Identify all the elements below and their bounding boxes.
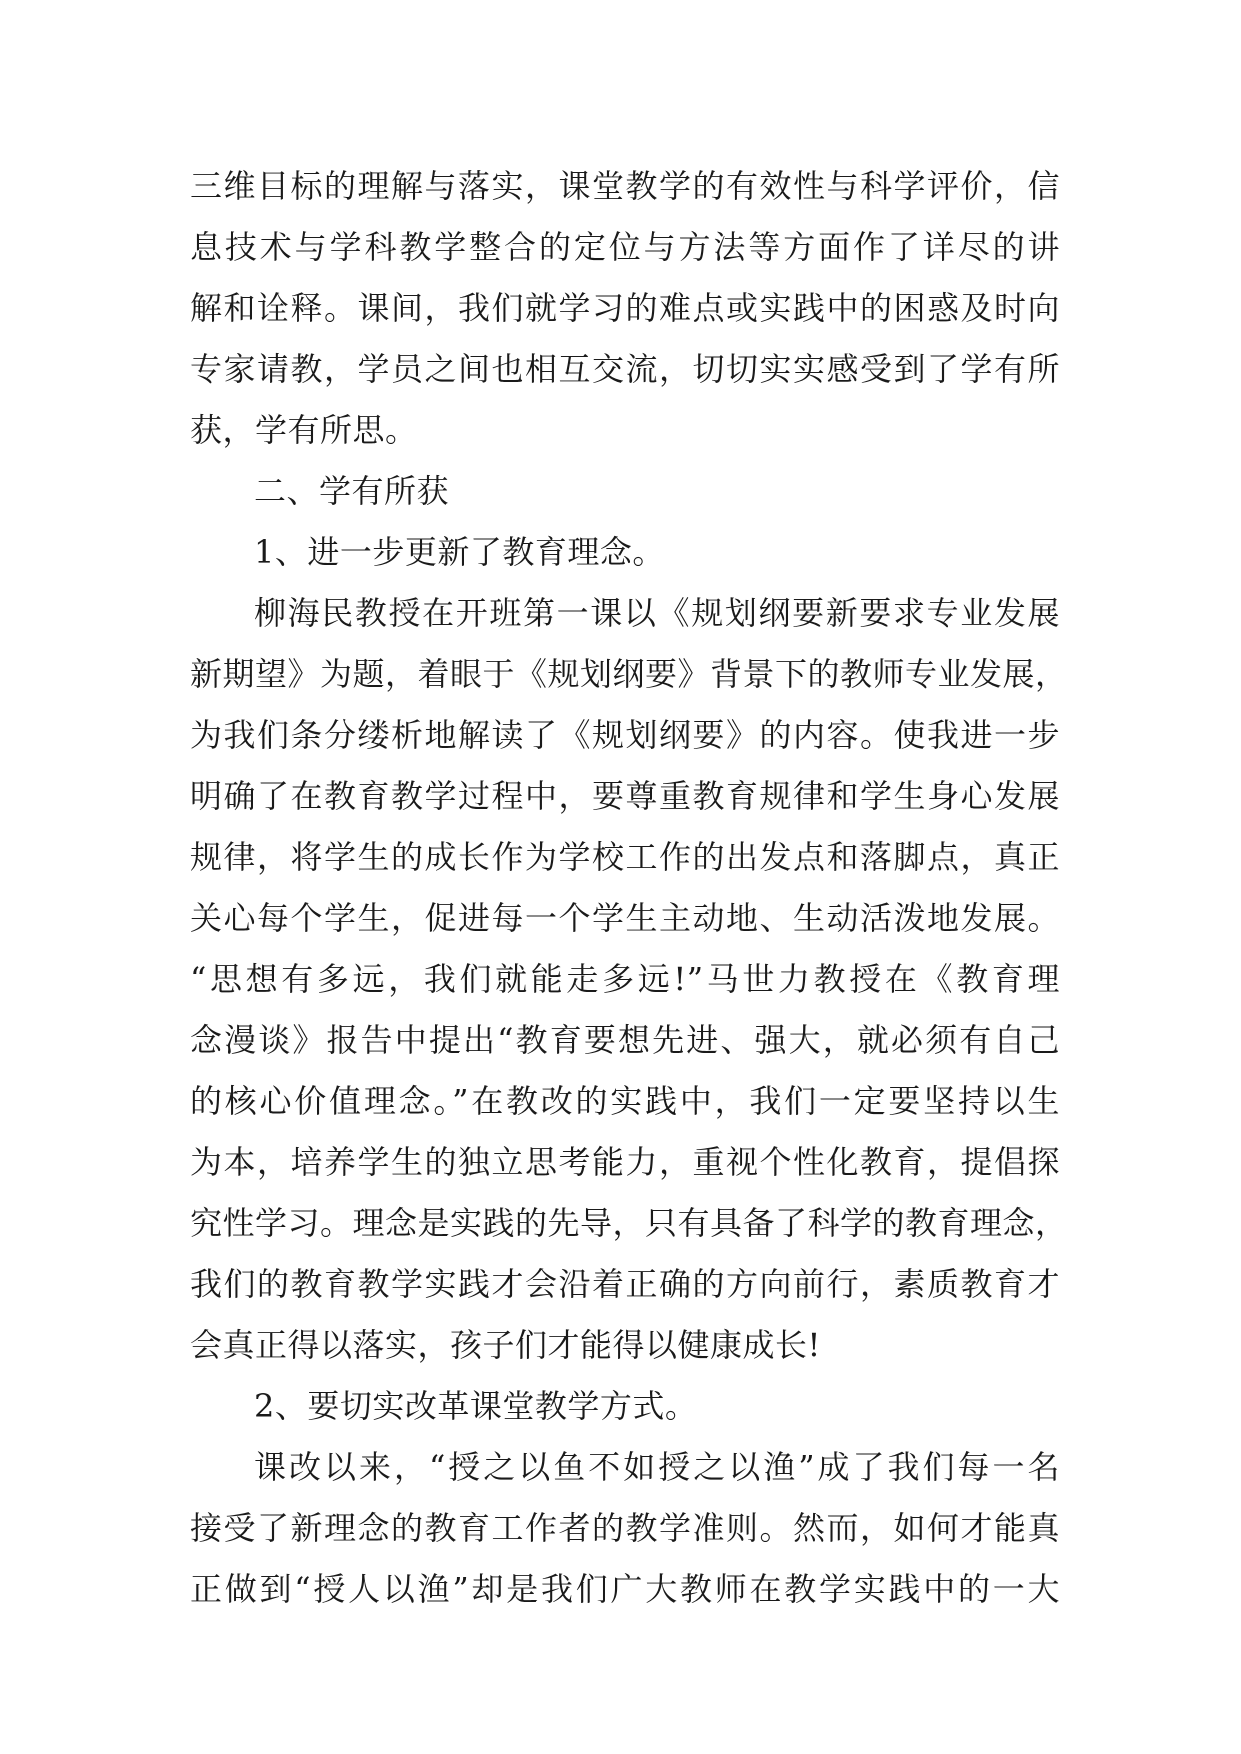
text-line: 正做到“授人以渔”却是我们广大教师在教学实践中的一大 [190, 1570, 1060, 1608]
document-body [190, 156, 1068, 1620]
subsection-heading: 2、要切实改革课堂教学方式。 [254, 1387, 698, 1425]
text-line: 究性学习。理念是实践的先导，只有具备了科学的教育理念， [190, 1204, 1068, 1242]
subsection-heading: 1、进一步更新了教育理念。 [254, 533, 665, 571]
text-line: 念漫谈》报告中提出“教育要想先进、强大，就必须有自己 [190, 1021, 1060, 1059]
section-heading: 二、学有所获 [254, 472, 450, 510]
text-line: 三维目标的理解与落实，课堂教学的有效性与科学评价，信 [190, 167, 1060, 205]
text-line: 获，学有所思。 [190, 411, 418, 449]
text-line: 关心每个学生，促进每一个学生主动地、生动活泼地发展。 [190, 899, 1060, 937]
text-line: 新期望》为题，着眼于《规划纲要》背景下的教师专业发展， [190, 655, 1068, 693]
text-line: 接受了新理念的教育工作者的教学准则。然而，如何才能真 [190, 1509, 1060, 1547]
text-line: 专家请教，学员之间也相互交流，切切实实感受到了学有所 [190, 350, 1060, 388]
text-line: 明确了在教育教学过程中，要尊重教育规律和学生身心发展 [190, 777, 1060, 815]
text-line: 的核心价值理念。”在教改的实践中，我们一定要坚持以生 [190, 1082, 1060, 1120]
text-line: 会真正得以落实，孩子们才能得以健康成长! [190, 1326, 821, 1364]
text-line: 规律，将学生的成长作为学校工作的出发点和落脚点，真正 [190, 838, 1060, 876]
text-line: 息技术与学科教学整合的定位与方法等方面作了详尽的讲 [190, 228, 1060, 266]
text-line: 柳海民教授在开班第一课以《规划纲要新要求专业发展 [254, 594, 1060, 632]
text-line: 课改以来，“授之以鱼不如授之以渔”成了我们每一名 [254, 1448, 1060, 1486]
text-line: 解和诠释。课间，我们就学习的难点或实践中的困惑及时向 [190, 289, 1060, 327]
text-line: 为本，培养学生的独立思考能力，重视个性化教育，提倡探 [190, 1143, 1060, 1181]
text-line: 我们的教育教学实践才会沿着正确的方向前行，素质教育才 [190, 1265, 1060, 1303]
text-line: 为我们条分缕析地解读了《规划纲要》的内容。使我进一步 [190, 716, 1060, 754]
text-line: “思想有多远，我们就能走多远!”马世力教授在《教育理 [190, 960, 1060, 998]
